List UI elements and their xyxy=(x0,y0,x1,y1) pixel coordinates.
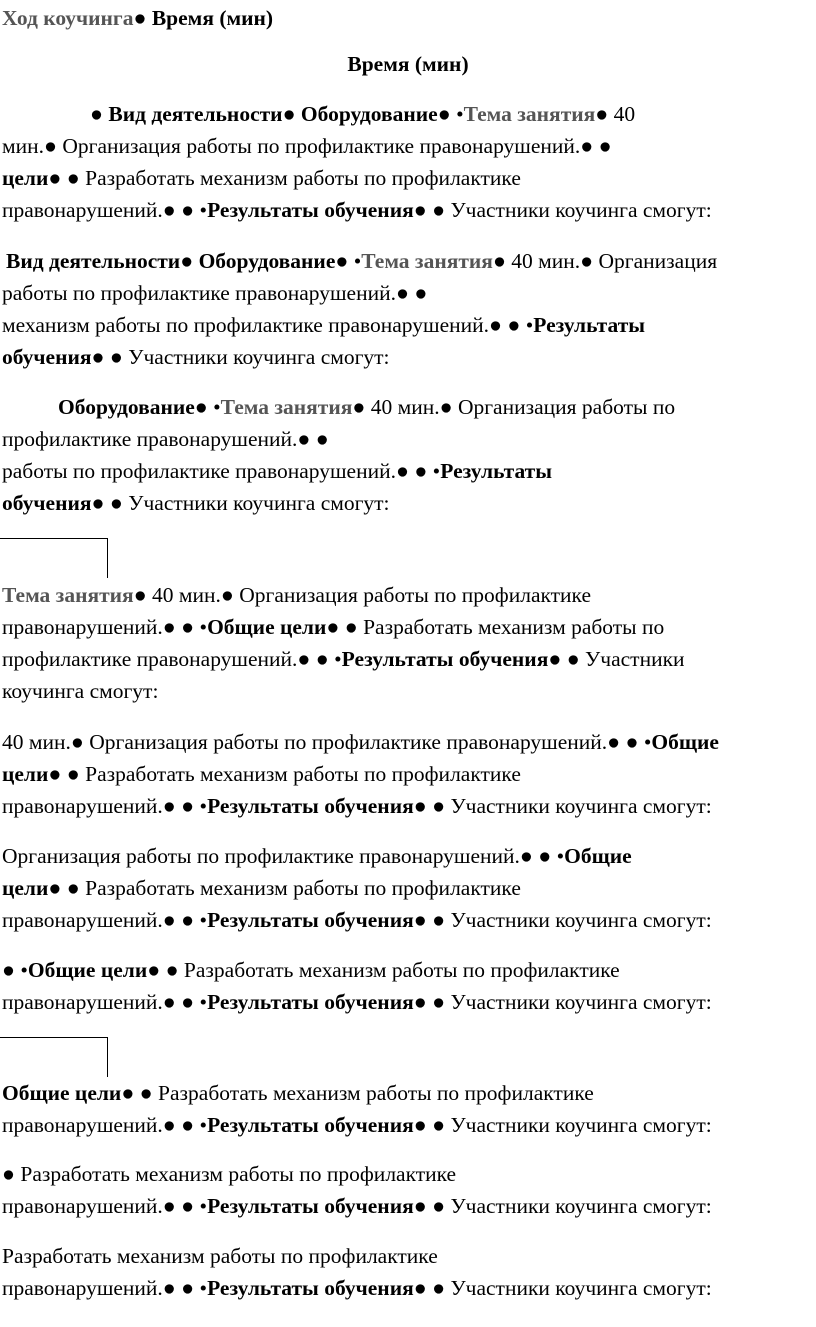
block1-line3 xyxy=(2,162,521,194)
text-segment: правонарушений.● ● • xyxy=(2,198,208,222)
results-label: Результаты обучения xyxy=(207,908,414,932)
results-label: Результаты xyxy=(440,459,552,483)
text-segment: правонарушений.● ● • xyxy=(2,908,208,932)
text-segment: 40 мин.● Организация работы по профилактике правонарушений.● ● • xyxy=(2,730,652,754)
goals-text: ● ● Разработать механизм работы по xyxy=(326,615,665,639)
topic-text: ● 40 мин.● Организация работы по профилактике xyxy=(133,583,592,607)
header-bullet: ● xyxy=(133,6,152,30)
results-label: Результаты обучения xyxy=(207,1113,414,1137)
participants-text: ● ● Участники коучинга смогут: xyxy=(413,990,712,1014)
goals-text: ● ● Разработать механизм работы по профилактике xyxy=(121,1081,594,1105)
results-label: Результаты обучения xyxy=(207,990,414,1014)
block1-line2: мин.● Организация работы по профилактике правонарушений.● ● xyxy=(2,134,612,158)
goals-label: цели xyxy=(2,166,49,190)
block5-line1 xyxy=(2,726,719,758)
participants-text: ● ● Участники коучинга смогут: xyxy=(413,1276,712,1300)
bullet: ● xyxy=(180,249,199,273)
goals-label-cont: цели xyxy=(2,876,49,900)
text-segment: Организация работы по профилактике правонарушений.● ● • xyxy=(2,844,565,868)
text-segment: правонарушений.● ● • xyxy=(2,615,208,639)
block7-line2 xyxy=(2,986,712,1018)
block4-line2 xyxy=(2,611,664,643)
block3-line1 xyxy=(58,391,675,423)
goals-label: Общие цели xyxy=(207,615,327,639)
goals-label: Общие цели xyxy=(27,958,148,982)
topic-label: Тема занятия xyxy=(361,249,493,273)
equipment-label: Оборудование xyxy=(198,249,336,273)
results-label: Результаты xyxy=(533,313,646,337)
participants-text: ● ● Участники коучинга смогут: xyxy=(413,908,712,932)
block3-line3 xyxy=(2,455,552,487)
text-segment: правонарушений.● ● • xyxy=(2,1194,208,1218)
goals-text: ● ● Разработать механизм работы по профилактике xyxy=(48,876,521,900)
goals-label: Общие xyxy=(651,730,719,754)
results-label: Результаты обучения xyxy=(341,647,549,671)
block2-line1 xyxy=(6,245,717,277)
participants-text: ● ● Участники коучинга смогут: xyxy=(413,198,712,222)
block5-line3 xyxy=(2,790,712,822)
block6-line3 xyxy=(2,904,712,936)
time-heading: Время (мин) xyxy=(347,52,469,76)
block6-line1 xyxy=(2,840,632,872)
goals-label: Общие цели xyxy=(2,1081,122,1105)
block5-line2 xyxy=(2,758,521,790)
bullets: ● • xyxy=(194,395,221,419)
block4-line1 xyxy=(2,579,591,611)
text-segment: механизм работы по профилактике правонарушений.● ● • xyxy=(2,313,534,337)
block9-line2 xyxy=(2,1190,712,1222)
results-label: Результаты обучения xyxy=(207,1194,414,1218)
topic-label: Тема занятия xyxy=(220,395,353,419)
results-label: Результаты обучения xyxy=(207,198,414,222)
topic-label: Тема занятия xyxy=(463,102,596,126)
bullets: ● • xyxy=(335,249,362,273)
results-label: Результаты обучения xyxy=(207,1276,414,1300)
header-label: Ход коучинга xyxy=(2,6,134,30)
empty-table-cell xyxy=(0,538,108,578)
block1-line1 xyxy=(90,98,635,130)
activity-label: Вид деятельности xyxy=(6,249,181,273)
topic-label: Тема занятия xyxy=(2,583,134,607)
block9-line1: ● Разработать механизм работы по профилактике xyxy=(2,1162,457,1186)
results-label-cont: обучения xyxy=(2,345,92,369)
block6-line2 xyxy=(2,872,521,904)
results-label: Результаты обучения xyxy=(207,794,414,818)
activity-label: ● Вид деятельности xyxy=(90,102,283,126)
text-segment: правонарушений.● ● • xyxy=(2,794,208,818)
empty-table-cell xyxy=(0,1037,108,1077)
topic-text: ● 40 мин.● Организация работы по xyxy=(352,395,676,419)
block10-line2 xyxy=(2,1272,712,1304)
equipment-label: ● Оборудование xyxy=(282,102,438,126)
block3-line2: профилактике правонарушений.● ● xyxy=(2,427,329,451)
text-segment: профилактике правонарушений.● ● • xyxy=(2,647,342,671)
block8-line2 xyxy=(2,1109,712,1141)
block7-line1 xyxy=(2,954,620,986)
goals-text: ● ● Разработать механизм работы по профилактике xyxy=(48,166,521,190)
goals-text: ● ● Разработать механизм работы по профилактике xyxy=(48,762,521,786)
participants-text: ● ● Участники коучинга смогут: xyxy=(413,794,712,818)
goals-label-cont: цели xyxy=(2,762,49,786)
goals-text: ● ● Разработать механизм работы по профилактике xyxy=(147,958,620,982)
block10-line1: Разработать механизм работы по профилактике xyxy=(2,1244,438,1268)
text-segment: правонарушений.● ● • xyxy=(2,1113,208,1137)
block2-line2: работы по профилактике правонарушений.● ● xyxy=(2,281,428,305)
topic-duration: ● 40 xyxy=(595,102,636,126)
participants-text: ● ● Участники xyxy=(548,647,685,671)
block2-line3 xyxy=(2,309,645,341)
topic-text: ● 40 мин.● Организация xyxy=(492,249,718,273)
table-header xyxy=(2,2,273,34)
bullets: ● • xyxy=(2,958,28,982)
bullets: ● • xyxy=(437,102,464,126)
header-time-column: Время (мин) xyxy=(151,6,274,30)
text-segment: правонарушений.● ● • xyxy=(2,990,208,1014)
block1-line4 xyxy=(2,194,712,226)
text-segment: правонарушений.● ● • xyxy=(2,1276,208,1300)
participants-text: ● ● Участники коучинга смогут: xyxy=(413,1194,712,1218)
results-label-cont: обучения xyxy=(2,491,92,515)
goals-label: Общие xyxy=(564,844,632,868)
block4-line3 xyxy=(2,643,685,675)
block2-line4 xyxy=(2,341,390,373)
participants-text: ● ● Участники коучинга смогут: xyxy=(91,345,390,369)
block8-line1 xyxy=(2,1077,594,1109)
equipment-label: Оборудование xyxy=(58,395,195,419)
block4-line4: коучинга смогут: xyxy=(2,679,159,703)
participants-text: ● ● Участники коучинга смогут: xyxy=(413,1113,712,1137)
text-segment: работы по профилактике правонарушений.● ● • xyxy=(2,459,441,483)
block3-line4 xyxy=(2,487,390,519)
participants-text: ● ● Участники коучинга смогут: xyxy=(91,491,390,515)
